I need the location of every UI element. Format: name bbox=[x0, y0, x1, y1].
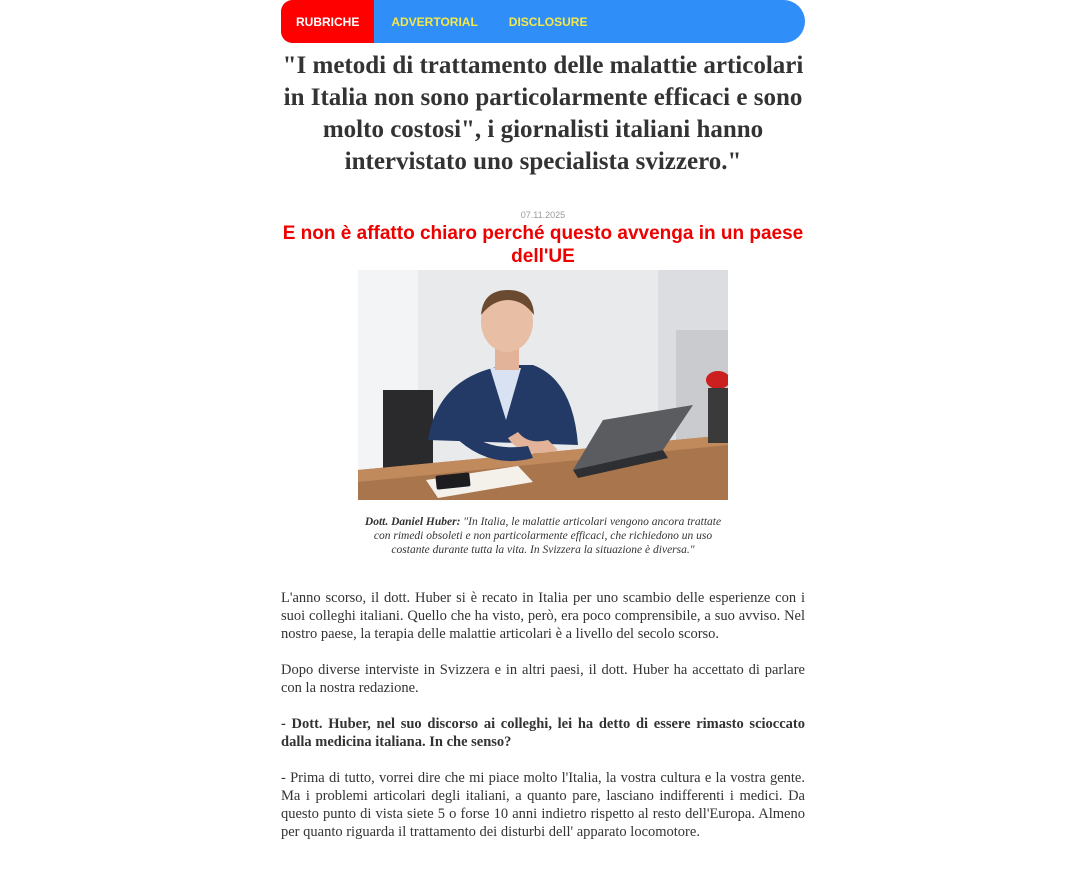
caption-name: Dott. Daniel Huber: bbox=[364, 516, 461, 528]
nav-item-disclosure[interactable]: DISCLOSURE bbox=[508, 14, 588, 29]
article-paragraph: Dopo diverse interviste in Svizzera e in altri paesi, il dott. Huber ha accettato di parlare con la nostra redazione. bbox=[281, 662, 805, 696]
interview-question: - Dott. Huber, nel suo discorso ai colleghi, lei ha detto di essere rimasto scioccato dalla medicina italiana. In che senso? bbox=[281, 716, 805, 750]
page-container bbox=[281, 0, 805, 840]
top-nav bbox=[281, 0, 805, 43]
nav-item-rubriche[interactable]: RUBRICHE bbox=[281, 0, 374, 43]
interview-answer: - Prima di tutto, vorrei dire che mi piace molto l'Italia, la vostra cultura e la vostra gente. Ma i problemi articolari degli italiani, a quanto pare, lasciano indifferenti i medici. Da questo punto di vista siete 5 o forse 10 anni indietro rispetto al resto dell'Europa. Almeno per quanto riguarda il trattamento dei disturbi dell' apparato locomotore. bbox=[281, 770, 805, 840]
article-date: 07.11.2025 bbox=[520, 210, 566, 220]
article-subtitle: E non è affatto chiaro perché questo avvenga in un paese dell'UE bbox=[282, 223, 804, 267]
doctor-photo bbox=[358, 270, 728, 500]
doctor-photo-illustration bbox=[358, 270, 728, 500]
article-body bbox=[281, 589, 805, 859]
nav-item-advertorial[interactable]: ADVERTORIAL bbox=[391, 14, 478, 29]
article-paragraph: L'anno scorso, il dott. Huber si è recato in Italia per uno scambio delle esperienze con i suoi colleghi italiani. Quello che ha visto, però, era poco comprensibile, a suo avviso. Nel nostro paese, la terapia delle malattie articolari è a livello del secolo scorso. bbox=[281, 590, 805, 642]
photo-caption bbox=[358, 515, 728, 557]
article-title: "I metodi di trattamento delle malattie articolari in Italia non sono particolarmente efficaci e sono molto costosi", i giornalisti italiani hanno intervistato uno specialista svizzero." bbox=[282, 52, 804, 175]
caption-quote: "In Italia, le malattie articolari vengono ancora trattate con rimedi obsoleti e non particolarmente efficaci, che richiedono un uso costante durante tutta la vita. In Svizzera la situazione è diversa." bbox=[373, 516, 722, 556]
